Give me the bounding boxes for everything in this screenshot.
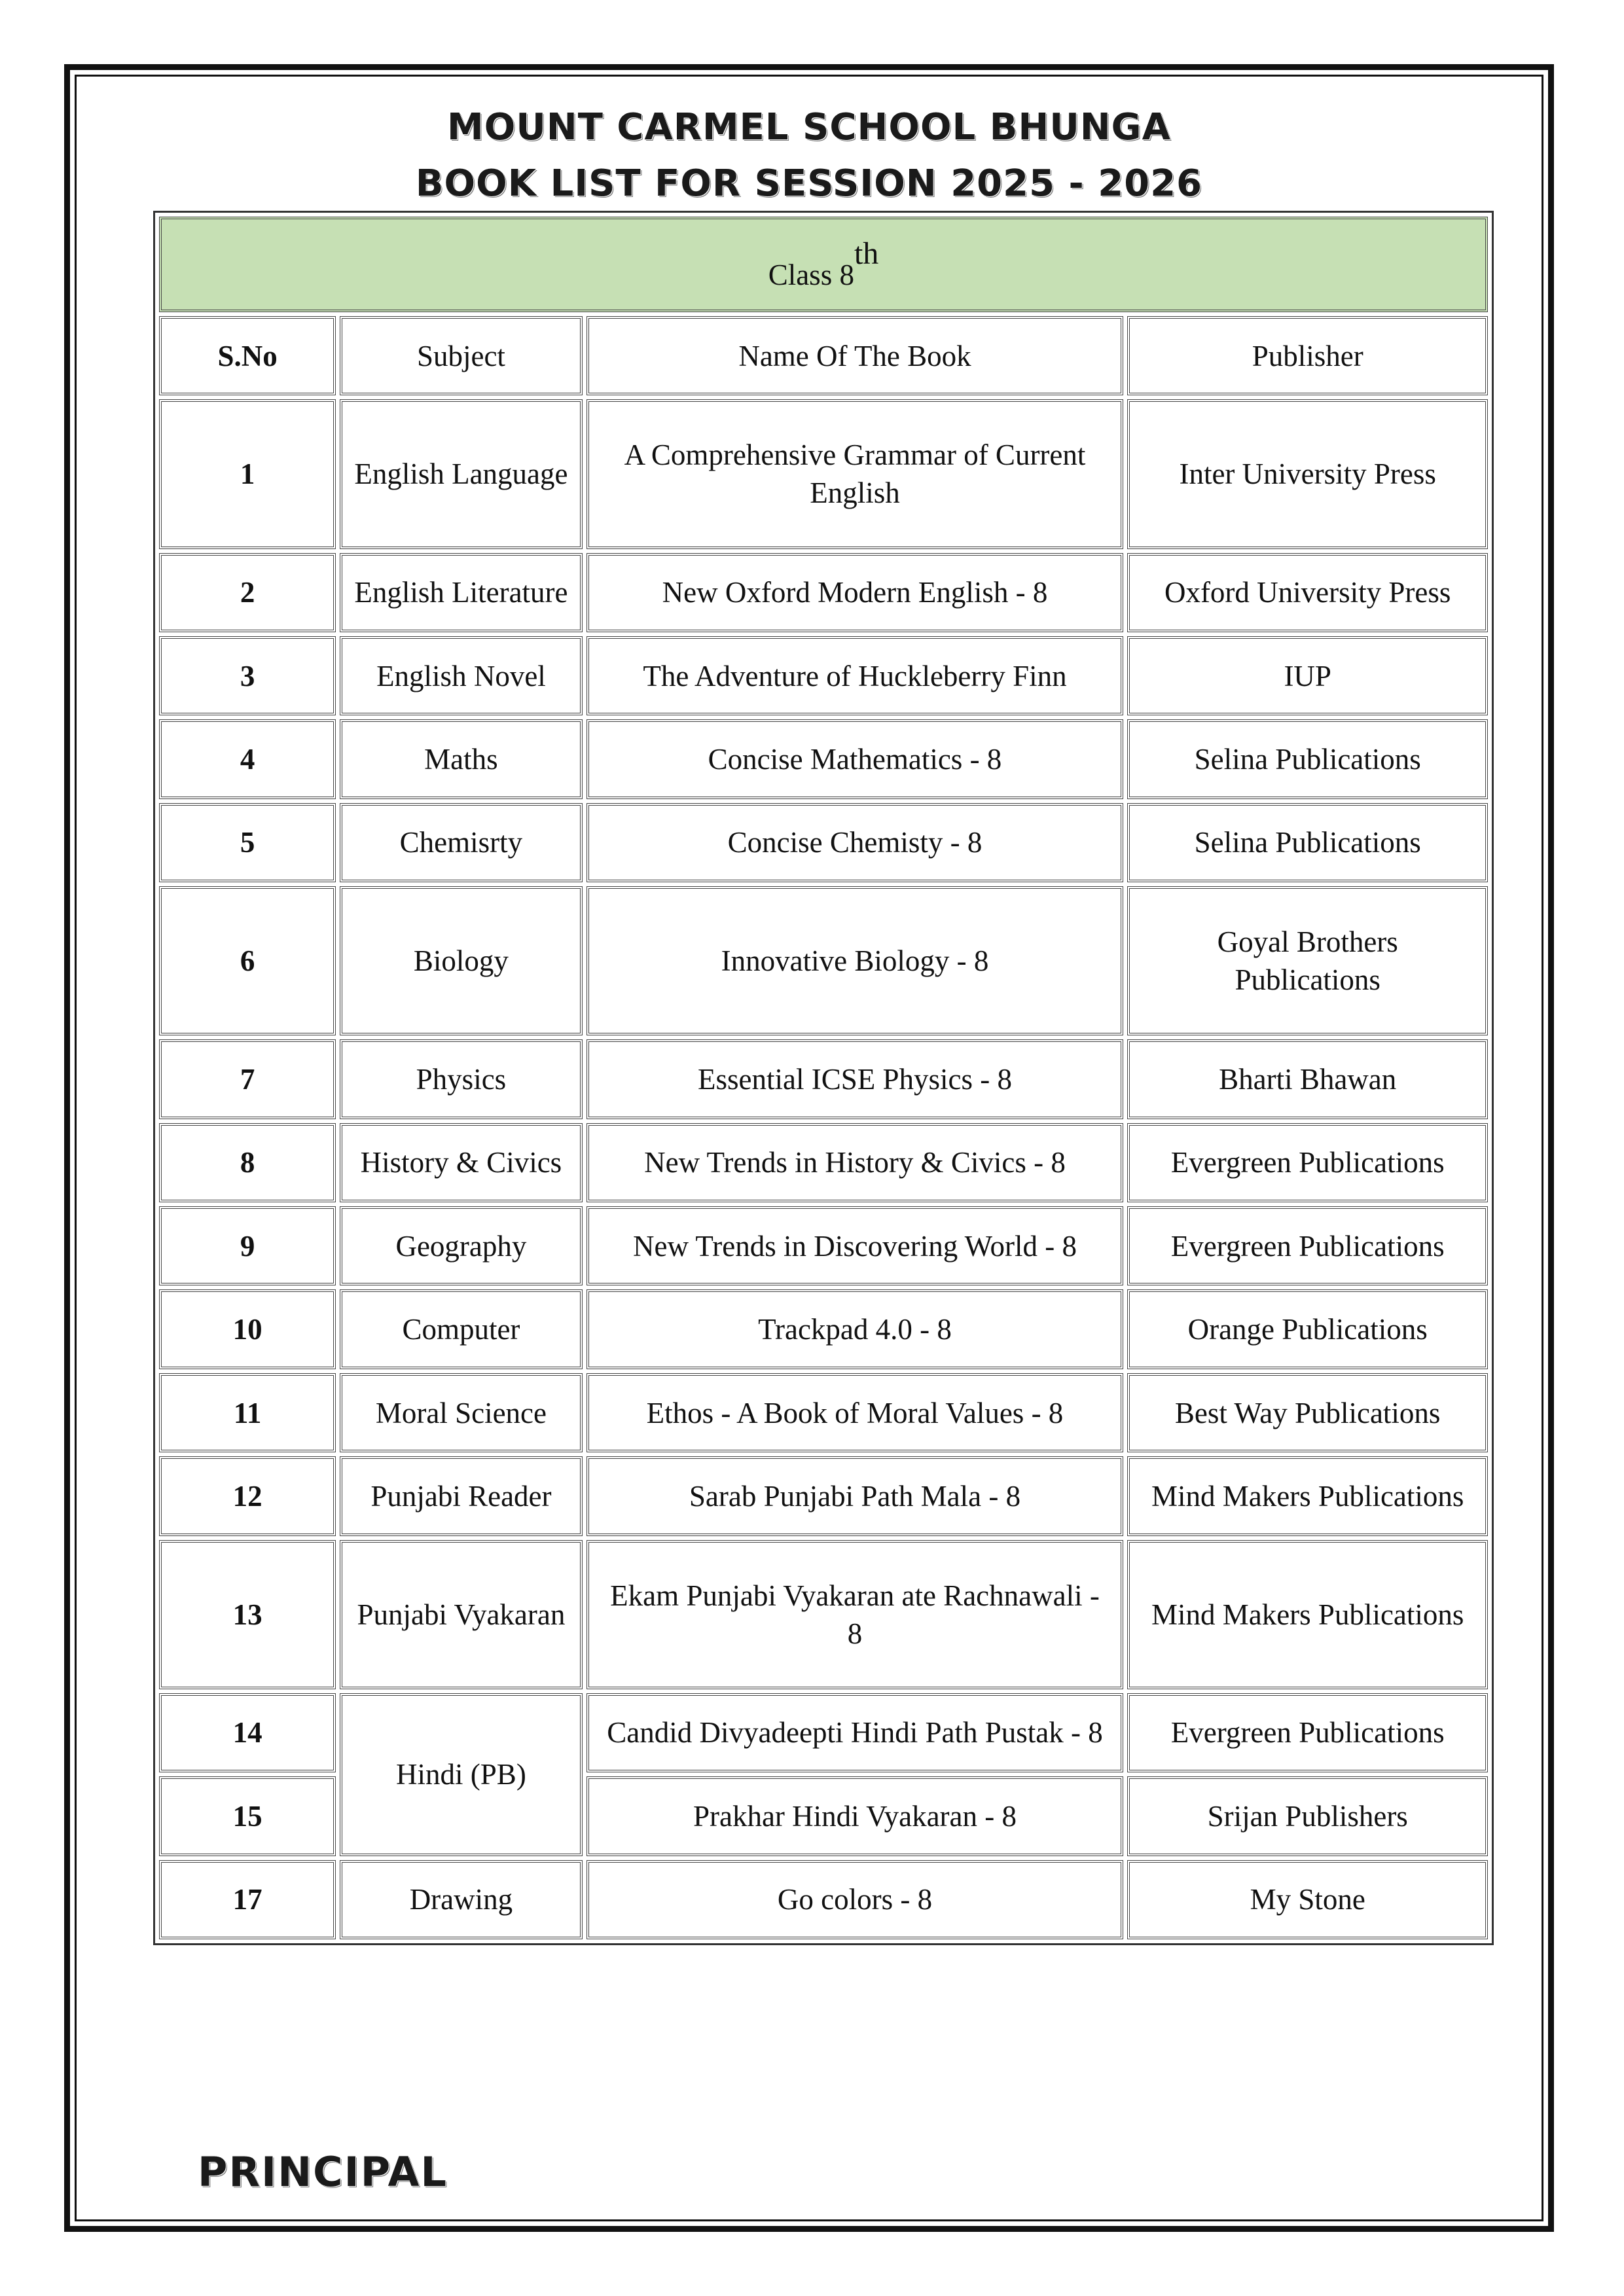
row-subject: Biology	[340, 886, 582, 1035]
row-publisher: Mind Makers Publications	[1127, 1456, 1488, 1535]
row-sno: 5	[159, 803, 336, 882]
class-banner	[159, 217, 1488, 312]
row-publisher: Selina Publications	[1127, 719, 1488, 798]
row-subject: Drawing	[340, 1860, 582, 1939]
row-subject: English Novel	[340, 636, 582, 715]
table-row	[159, 1456, 1488, 1535]
row-sno: 9	[159, 1206, 336, 1285]
row-publisher: Mind Makers Publications	[1127, 1540, 1488, 1689]
principal-signature-label: PRINCIPAL	[198, 2148, 448, 2196]
table-row	[159, 1540, 1488, 1689]
row-subject: Moral Science	[340, 1373, 582, 1452]
row-sno: 3	[159, 636, 336, 715]
row-subject: Punjabi Vyakaran	[340, 1540, 582, 1689]
row-publisher: IUP	[1127, 636, 1488, 715]
row-subject: Maths	[340, 719, 582, 798]
row-publisher: Oxford University Press	[1127, 553, 1488, 632]
row-book: Ethos - A Book of Moral Values - 8	[586, 1373, 1124, 1452]
book-list-title: BOOK LIST FOR SESSION 2025 - 2026	[415, 162, 1203, 205]
row-subject: Geography	[340, 1206, 582, 1285]
table-row	[159, 636, 1488, 715]
column-header-book: Name Of The Book	[586, 316, 1124, 395]
row-book: New Trends in Discovering World - 8	[586, 1206, 1124, 1285]
table-row	[159, 719, 1488, 798]
row-subject: Hindi (PB)	[340, 1693, 582, 1856]
row-sno: 6	[159, 886, 336, 1035]
row-subject: English Literature	[340, 553, 582, 632]
row-sno: 14	[159, 1693, 336, 1772]
row-book: Trackpad 4.0 - 8	[586, 1289, 1124, 1369]
row-publisher: Evergreen Publications	[1127, 1693, 1488, 1772]
table-row	[159, 399, 1488, 548]
column-header-publisher: Publisher	[1127, 316, 1488, 395]
table-row	[159, 886, 1488, 1035]
row-subject: Punjabi Reader	[340, 1456, 582, 1535]
row-book: A Comprehensive Grammar of Current English	[586, 399, 1124, 548]
table-row	[159, 553, 1488, 632]
table-row	[159, 1123, 1488, 1202]
row-sno: 2	[159, 553, 336, 632]
table-row	[159, 1860, 1488, 1939]
table-row	[159, 1373, 1488, 1452]
row-book: Prakhar Hindi Vyakaran - 8	[586, 1776, 1124, 1856]
row-subject: Computer	[340, 1289, 582, 1369]
column-header-subject: Subject	[340, 316, 582, 395]
row-publisher: Inter University Press	[1127, 399, 1488, 548]
book-list-table	[153, 211, 1494, 1945]
row-book: Concise Chemisty - 8	[586, 803, 1124, 882]
row-sno: 11	[159, 1373, 336, 1452]
row-sno: 15	[159, 1776, 336, 1856]
row-publisher: Orange Publications	[1127, 1289, 1488, 1369]
row-book: Candid Divyadeepti Hindi Path Pustak - 8	[586, 1693, 1124, 1772]
table-row	[159, 1289, 1488, 1369]
row-publisher: Bharti Bhawan	[1127, 1039, 1488, 1119]
row-publisher: Best Way Publications	[1127, 1373, 1488, 1452]
row-sno: 17	[159, 1860, 336, 1939]
row-sno: 8	[159, 1123, 336, 1202]
book-list-body	[159, 217, 1488, 1939]
row-book: The Adventure of Huckleberry Finn	[586, 636, 1124, 715]
row-subject: Chemisrty	[340, 803, 582, 882]
row-book: New Oxford Modern English - 8	[586, 553, 1124, 632]
row-sno: 10	[159, 1289, 336, 1369]
row-subject: History & Civics	[340, 1123, 582, 1202]
table-row	[159, 1693, 1488, 1772]
row-subject: Physics	[340, 1039, 582, 1119]
row-book: Essential ICSE Physics - 8	[586, 1039, 1124, 1119]
class-label: Class 8	[768, 259, 854, 291]
row-sno: 7	[159, 1039, 336, 1119]
row-publisher: Selina Publications	[1127, 803, 1488, 882]
row-sno: 4	[159, 719, 336, 798]
row-book: Sarab Punjabi Path Mala - 8	[586, 1456, 1124, 1535]
table-row	[159, 1206, 1488, 1285]
row-publisher: Goyal Brothers Publications	[1127, 886, 1488, 1035]
row-book: Concise Mathematics - 8	[586, 719, 1124, 798]
row-book: Go colors - 8	[586, 1860, 1124, 1939]
row-publisher: Srijan Publishers	[1127, 1776, 1488, 1856]
row-sno: 12	[159, 1456, 336, 1535]
column-header-row	[159, 316, 1488, 395]
row-publisher: My Stone	[1127, 1860, 1488, 1939]
row-sno: 13	[159, 1540, 336, 1689]
class-label-suffix: th	[854, 236, 879, 271]
table-row	[159, 803, 1488, 882]
row-subject: English Language	[340, 399, 582, 548]
column-header-sno: S.No	[159, 316, 336, 395]
row-publisher: Evergreen Publications	[1127, 1123, 1488, 1202]
table-row	[159, 1039, 1488, 1119]
class-banner-row	[159, 217, 1488, 312]
row-book: Innovative Biology - 8	[586, 886, 1124, 1035]
school-name: MOUNT CARMEL SCHOOL BHUNGA	[447, 106, 1171, 149]
row-sno: 1	[159, 399, 336, 548]
row-book: Ekam Punjabi Vyakaran ate Rachnawali - 8	[586, 1540, 1124, 1689]
row-book: New Trends in History & Civics - 8	[586, 1123, 1124, 1202]
row-publisher: Evergreen Publications	[1127, 1206, 1488, 1285]
